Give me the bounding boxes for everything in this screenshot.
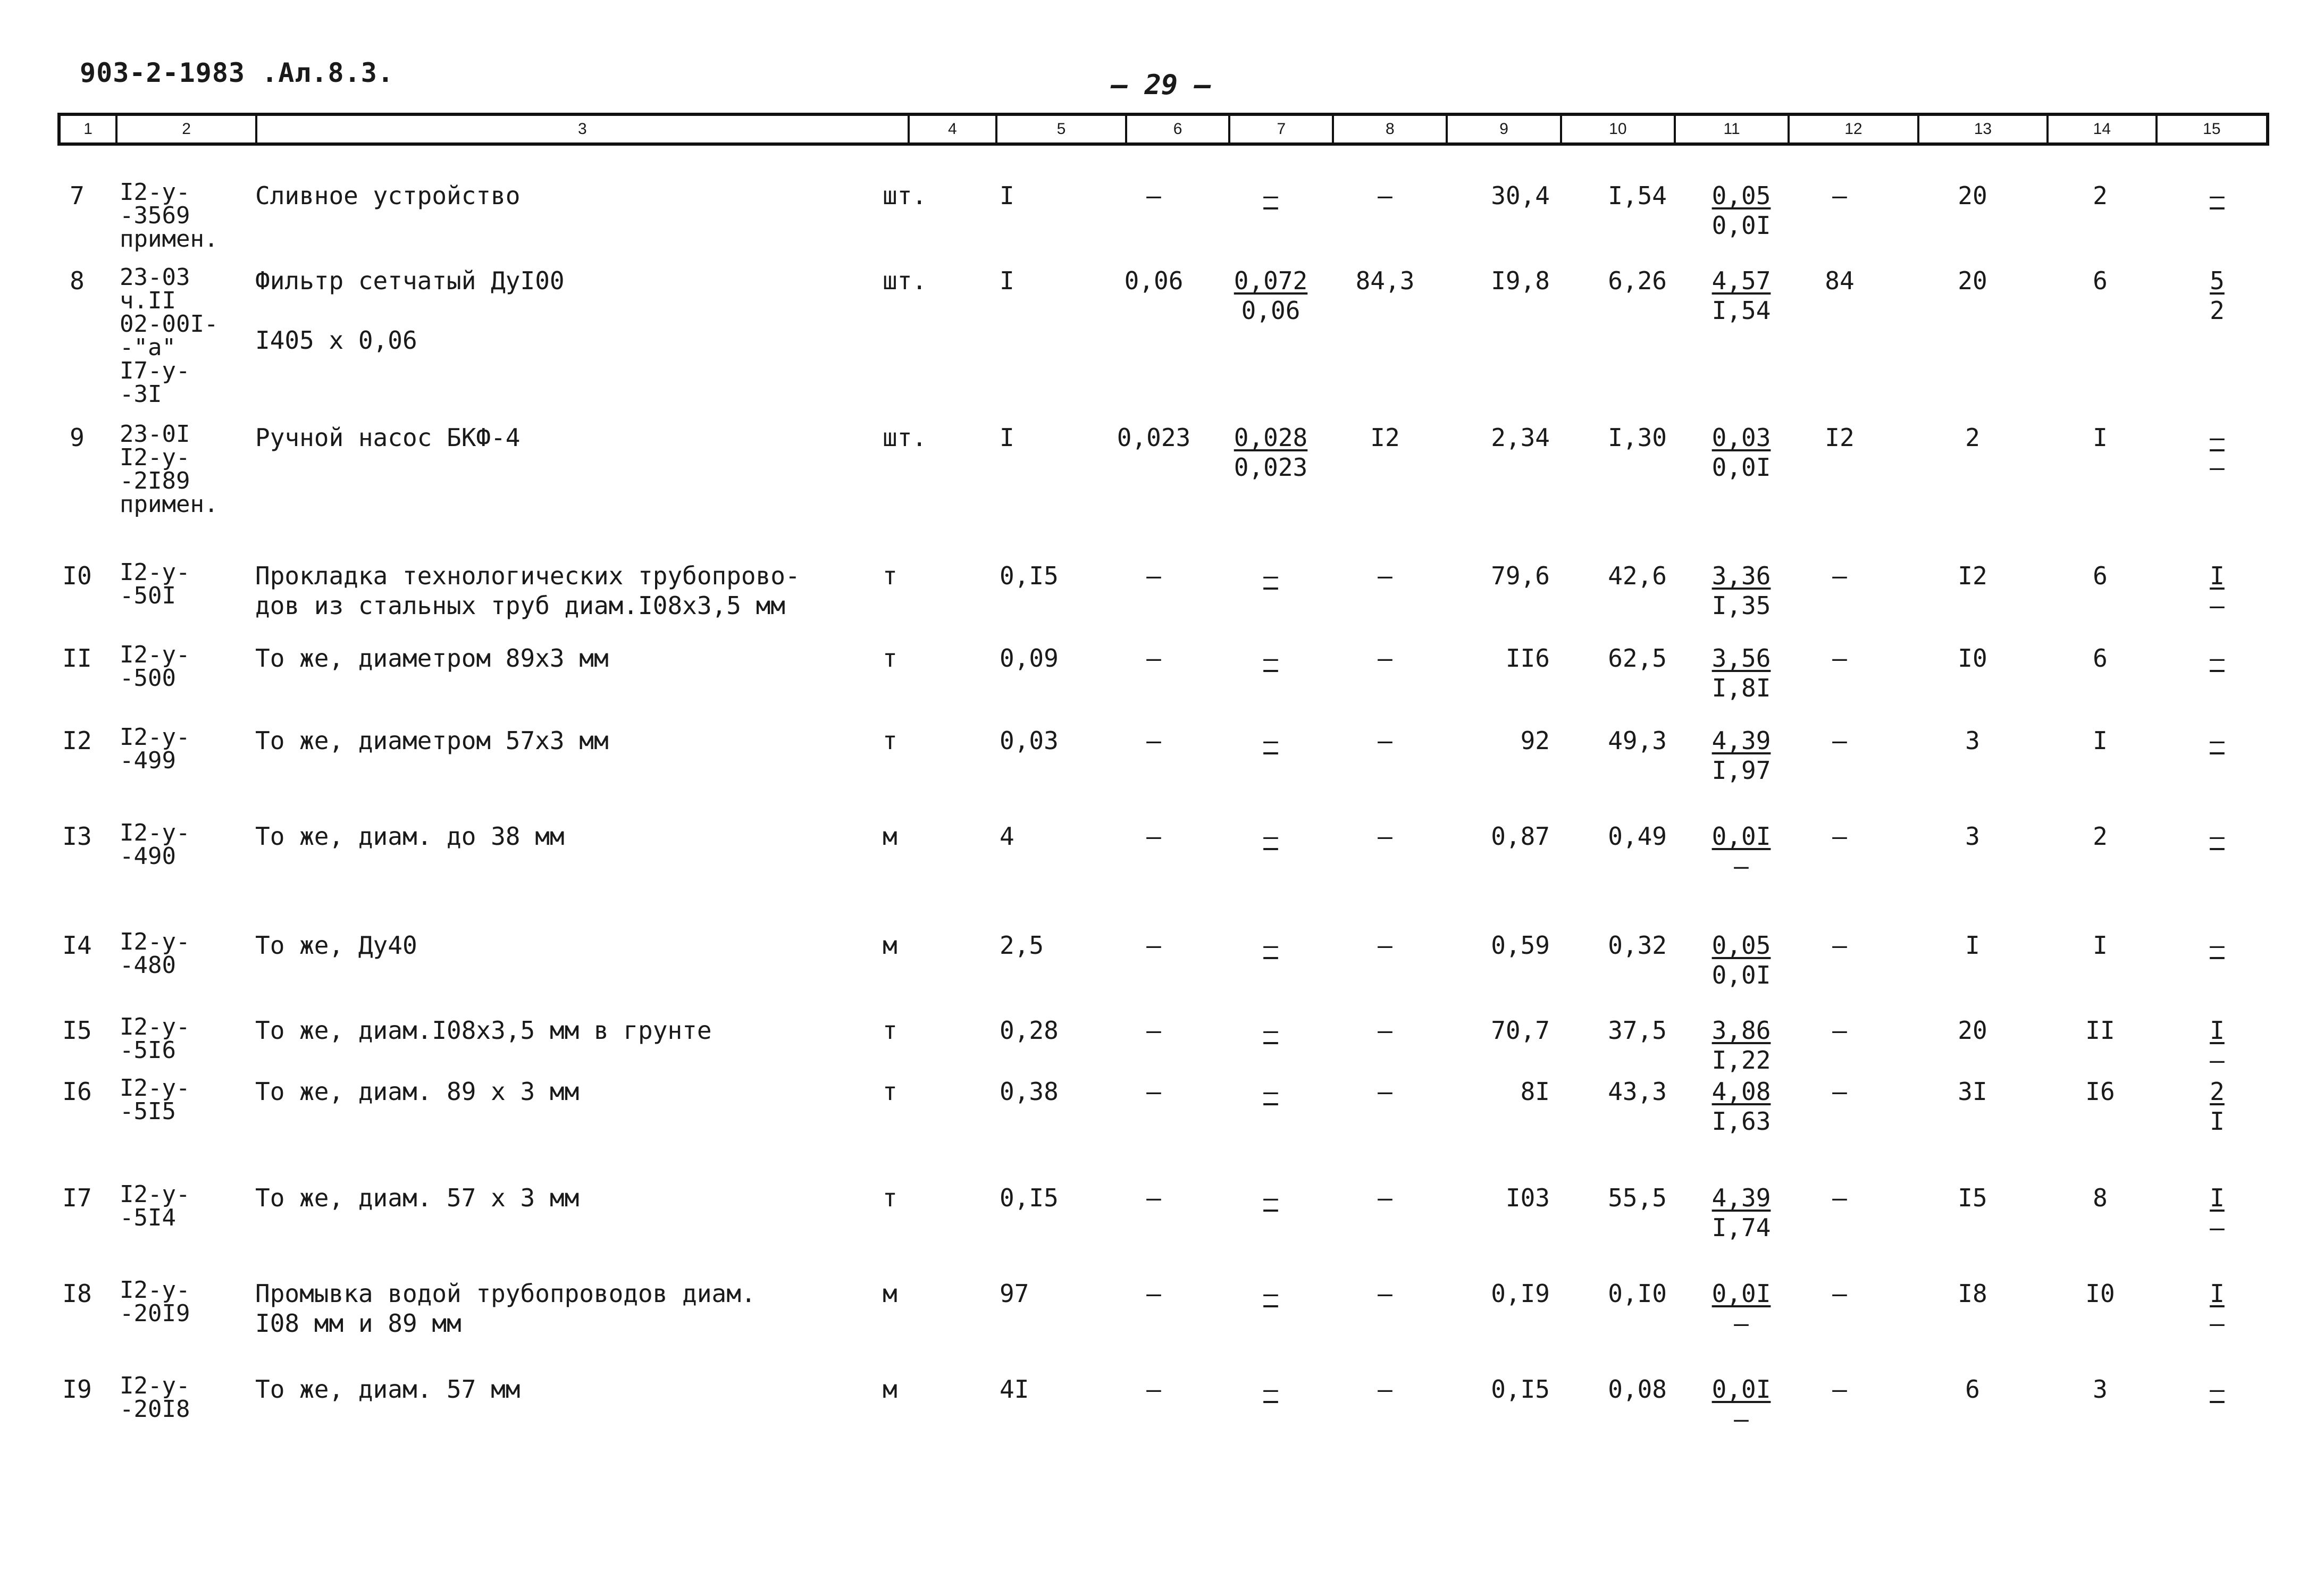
col-6: – — [1146, 931, 1161, 960]
col-15-denominator: – — [2210, 1046, 2225, 1074]
norm-code: I2-у- -500 — [120, 641, 190, 692]
col-6: – — [1146, 561, 1161, 590]
col-7-numerator: – — [1263, 1375, 1278, 1404]
col-14: 2 — [2093, 822, 2108, 851]
work-name: То же, диаметром 57х3 мм — [255, 726, 609, 755]
col-9: 0,87 — [1491, 822, 1550, 851]
col-12: – — [1832, 822, 1847, 851]
col-11 — [1688, 1015, 1794, 1075]
col-14: 8 — [2093, 1183, 2108, 1212]
unit: т — [883, 1077, 897, 1106]
work-name: То же, диам. 57 х 3 мм — [255, 1183, 580, 1212]
col-7 — [1223, 726, 1319, 755]
col-13: 20 — [1958, 266, 1987, 295]
column-number-2: 2 — [118, 116, 257, 142]
table-row — [0, 423, 2324, 558]
quantity: 0,09 — [1000, 644, 1059, 673]
table-row — [0, 1183, 2324, 1276]
row-number: I8 — [62, 1279, 92, 1308]
work-name: То же, диам.I08х3,5 мм в грунте — [255, 1016, 712, 1045]
col-9: II6 — [1505, 644, 1550, 673]
col-12: – — [1832, 1375, 1847, 1404]
col-7 — [1223, 1374, 1319, 1404]
col-15-numerator: – — [2210, 644, 2225, 673]
col-15-numerator: – — [2210, 726, 2225, 755]
col-8: – — [1378, 1077, 1392, 1106]
col-8: 84,3 — [1355, 266, 1415, 295]
col-11-numerator: 4,39 — [1711, 1183, 1771, 1212]
col-10: 43,3 — [1608, 1077, 1667, 1106]
unit: шт. — [883, 181, 927, 210]
norm-code: I2-у- -20I9 — [120, 1277, 190, 1327]
col-14: I0 — [2085, 1279, 2115, 1308]
col-11-numerator: 0,05 — [1711, 931, 1771, 960]
column-number-3: 3 — [257, 116, 910, 142]
work-name: То же, диам. 89 х 3 мм — [255, 1077, 580, 1106]
quantity: 4 — [1000, 822, 1014, 851]
col-8: – — [1378, 644, 1392, 673]
col-6: – — [1146, 1016, 1161, 1045]
col-15 — [2183, 1374, 2252, 1404]
col-15-denominator: – — [2210, 453, 2225, 482]
col-11-denominator: – — [1734, 1405, 1749, 1433]
unit: т — [883, 561, 897, 590]
col-10: 6,26 — [1608, 266, 1667, 295]
unit: м — [883, 1279, 897, 1308]
col-6: – — [1146, 181, 1161, 210]
col-15 — [2183, 1077, 2252, 1136]
col-12: – — [1832, 726, 1847, 755]
col-11 — [1688, 821, 1794, 881]
col-11-numerator: 3,56 — [1711, 644, 1771, 673]
col-7 — [1223, 423, 1319, 482]
col-7 — [1223, 1183, 1319, 1213]
col-11-numerator: 3,36 — [1711, 561, 1771, 590]
row-number: I3 — [62, 822, 92, 851]
column-number-14: 14 — [2049, 116, 2158, 142]
col-11-numerator: 4,39 — [1711, 726, 1771, 755]
col-13: 3I — [1958, 1077, 1987, 1106]
col-7 — [1223, 643, 1319, 673]
col-11-numerator: 0,0I — [1711, 1375, 1771, 1404]
col-13: I2 — [1958, 561, 1987, 590]
quantity: I — [1000, 181, 1014, 210]
col-7 — [1223, 1015, 1319, 1045]
col-15-numerator: – — [2210, 931, 2225, 960]
col-15-denominator: 2 — [2210, 296, 2225, 325]
quantity: 97 — [1000, 1279, 1029, 1308]
col-9: 8I — [1520, 1077, 1550, 1106]
norm-code: 23-03 ч.II 02-00I- -"а" I7-у- -3I — [120, 264, 219, 408]
col-13: I8 — [1958, 1279, 1987, 1308]
col-9: 92 — [1520, 726, 1550, 755]
col-11-denominator: – — [1734, 1309, 1749, 1338]
col-9: 70,7 — [1491, 1016, 1550, 1045]
col-12: – — [1832, 561, 1847, 590]
col-15 — [2183, 1183, 2252, 1242]
col-13: 20 — [1958, 181, 1987, 210]
col-14: 2 — [2093, 181, 2108, 210]
col-7-numerator: – — [1263, 931, 1278, 960]
row-number: I5 — [62, 1016, 92, 1045]
col-7-denominator: 0,023 — [1234, 453, 1308, 482]
quantity: 0,I5 — [1000, 561, 1059, 590]
col-11 — [1688, 1077, 1794, 1136]
table-row — [0, 1015, 2324, 1074]
col-7-numerator: – — [1263, 181, 1278, 210]
col-8: – — [1378, 1279, 1392, 1308]
col-8: – — [1378, 561, 1392, 590]
col-10: 55,5 — [1608, 1183, 1667, 1212]
col-8: – — [1378, 1375, 1392, 1404]
quantity: 0,28 — [1000, 1016, 1059, 1045]
column-number-11: 11 — [1676, 116, 1790, 142]
col-7 — [1223, 266, 1319, 325]
col-11-numerator: 4,08 — [1711, 1077, 1771, 1106]
col-11-denominator: 0,0I — [1711, 453, 1771, 482]
col-7-numerator: 0,028 — [1234, 423, 1308, 452]
work-name: То же, Ду40 — [255, 931, 417, 960]
table-row — [0, 1279, 2324, 1372]
column-number-10: 10 — [1562, 116, 1676, 142]
col-15-numerator: 2 — [2210, 1077, 2225, 1106]
col-11-numerator: 0,05 — [1711, 181, 1771, 210]
col-15 — [2183, 423, 2252, 482]
table-row — [0, 726, 2324, 819]
col-15 — [2183, 726, 2252, 755]
column-number-15: 15 — [2203, 120, 2221, 138]
col-11 — [1688, 1279, 1794, 1338]
col-9: 0,59 — [1491, 931, 1550, 960]
col-13: I — [1965, 931, 1980, 960]
col-9: I9,8 — [1491, 266, 1550, 295]
col-15-numerator: I — [2210, 1183, 2225, 1212]
quantity: 4I — [1000, 1375, 1029, 1404]
table-row — [0, 643, 2324, 723]
col-12: – — [1832, 1279, 1847, 1308]
unit: м — [883, 931, 897, 960]
col-11-numerator: 3,86 — [1711, 1016, 1771, 1045]
col-8: I2 — [1370, 423, 1400, 452]
col-11-numerator: 0,0I — [1711, 822, 1771, 851]
table-row — [0, 1374, 2324, 1462]
norm-code: I2-у- -5I5 — [120, 1074, 190, 1125]
col-13: 6 — [1965, 1375, 1980, 1404]
col-10: 42,6 — [1608, 561, 1667, 590]
col-6: – — [1146, 726, 1161, 755]
column-number-9: 9 — [1448, 116, 1562, 142]
row-number: I2 — [62, 726, 92, 755]
col-15 — [2183, 181, 2252, 211]
col-9: 2,34 — [1491, 423, 1550, 452]
col-11-denominator: I,74 — [1711, 1213, 1771, 1242]
col-13: I0 — [1958, 644, 1987, 673]
row-number: 8 — [70, 266, 85, 295]
col-8: – — [1378, 822, 1392, 851]
col-7-numerator: 0,072 — [1234, 266, 1308, 295]
col-15-numerator: – — [2210, 822, 2225, 851]
work-name: Прокладка технологических трубопрово- дов из стальных труб диам.I08х3,5 мм — [255, 561, 800, 620]
col-10: 37,5 — [1608, 1016, 1667, 1045]
quantity: I — [1000, 266, 1014, 295]
page-number: — 29 — — [1111, 69, 1211, 101]
norm-code: I2-у- -480 — [120, 928, 190, 979]
col-13: 2 — [1965, 423, 1980, 452]
col-14: I6 — [2085, 1077, 2115, 1106]
col-14: 6 — [2093, 266, 2108, 295]
col-11-denominator: I,22 — [1711, 1046, 1771, 1074]
col-11-denominator: I,97 — [1711, 756, 1771, 785]
col-11-numerator: 4,57 — [1711, 266, 1771, 295]
col-10: 62,5 — [1608, 644, 1667, 673]
col-14: 3 — [2093, 1375, 2108, 1404]
col-12: – — [1832, 931, 1847, 960]
unit: т — [883, 1016, 897, 1045]
col-10: 0,32 — [1608, 931, 1667, 960]
col-11 — [1688, 643, 1794, 703]
col-15 — [2183, 643, 2252, 673]
row-number: I9 — [62, 1375, 92, 1404]
work-name: То же, диам. 57 мм — [255, 1375, 521, 1404]
row-number: 7 — [70, 181, 85, 210]
col-14: I — [2093, 423, 2108, 452]
col-12: 84 — [1825, 266, 1855, 295]
col-7 — [1223, 561, 1319, 591]
column-number-5: 5 — [997, 116, 1127, 142]
col-15-numerator: I — [2210, 1016, 2225, 1045]
col-15-numerator: I — [2210, 1279, 2225, 1308]
col-7 — [1223, 1279, 1319, 1308]
col-11 — [1688, 181, 1794, 240]
norm-code: I2-у- -499 — [120, 724, 190, 774]
col-6: – — [1146, 822, 1161, 851]
col-7-numerator: – — [1263, 822, 1278, 851]
work-name: То же, диам. до 38 мм — [255, 822, 565, 851]
norm-code: I2-у- -20I8 — [120, 1372, 190, 1423]
col-15-denominator: – — [2210, 591, 2225, 620]
col-15-numerator: – — [2210, 181, 2225, 210]
col-11 — [1688, 1183, 1794, 1242]
unit: т — [883, 726, 897, 755]
norm-code: I2-у- -50I — [120, 559, 190, 609]
row-number: I0 — [62, 561, 92, 590]
col-15-denominator: I — [2210, 1107, 2225, 1136]
col-10: 0,49 — [1608, 822, 1667, 851]
col-6: 0,023 — [1117, 423, 1191, 452]
col-14: I — [2093, 931, 2108, 960]
col-7-denominator: 0,06 — [1241, 296, 1301, 325]
col-15 — [2183, 266, 2252, 325]
unit: м — [883, 1375, 897, 1404]
row-number: 9 — [70, 423, 85, 452]
col-6: 0,06 — [1124, 266, 1184, 295]
work-name: Фильтр сетчатый ДуI00 I405 х 0,06 — [255, 266, 565, 355]
col-11 — [1688, 266, 1794, 325]
quantity: I — [1000, 423, 1014, 452]
unit: т — [883, 1183, 897, 1212]
col-7 — [1223, 181, 1319, 211]
norm-code: 23-0I I2-у- -2I89 примен. — [120, 421, 219, 518]
col-8: – — [1378, 931, 1392, 960]
row-number: I6 — [62, 1077, 92, 1106]
col-15 — [2183, 930, 2252, 960]
col-9: I03 — [1505, 1183, 1550, 1212]
column-number-13: 13 — [1919, 116, 2049, 142]
table-row — [0, 181, 2324, 261]
column-number-8: 8 — [1334, 116, 1448, 142]
norm-code: I2-у- -490 — [120, 819, 190, 870]
col-15 — [2183, 1279, 2252, 1338]
unit: м — [883, 822, 897, 851]
col-11-denominator: I,63 — [1711, 1107, 1771, 1136]
table-row — [0, 266, 2324, 420]
table-row — [0, 561, 2324, 641]
col-12: – — [1832, 1183, 1847, 1212]
col-11-denominator: 0,0I — [1711, 961, 1771, 989]
col-7 — [1223, 821, 1319, 851]
quantity: 0,03 — [1000, 726, 1059, 755]
table-row — [0, 930, 2324, 1013]
col-9: 0,I9 — [1491, 1279, 1550, 1308]
col-14: II — [2085, 1016, 2115, 1045]
col-7-numerator: – — [1263, 1077, 1278, 1106]
col-15-numerator: I — [2210, 561, 2225, 590]
col-15 — [2183, 821, 2252, 851]
col-9: 79,6 — [1491, 561, 1550, 590]
col-14: I — [2093, 726, 2108, 755]
col-11 — [1688, 1374, 1794, 1434]
col-8: – — [1378, 181, 1392, 210]
quantity: 2,5 — [1000, 931, 1044, 960]
unit: шт. — [883, 266, 927, 295]
norm-code: I2-у- -3569 примен. — [120, 179, 219, 253]
col-6: – — [1146, 1279, 1161, 1308]
col-11-denominator: – — [1734, 852, 1749, 880]
col-8: – — [1378, 1016, 1392, 1045]
col-7-numerator: – — [1263, 561, 1278, 590]
col-11 — [1688, 726, 1794, 785]
work-name: То же, диаметром 89х3 мм — [255, 644, 609, 673]
work-name: Сливное устройство — [255, 181, 521, 210]
column-number-12: 12 — [1790, 116, 1919, 142]
col-11-denominator: I,35 — [1711, 591, 1771, 620]
work-name: Промывка водой трубопроводов диам. I08 мм и 89 мм — [255, 1279, 756, 1338]
unit: шт. — [883, 423, 927, 452]
col-13: I5 — [1958, 1183, 1987, 1212]
col-12: I2 — [1825, 423, 1855, 452]
col-14: 6 — [2093, 561, 2108, 590]
col-15-numerator: 5 — [2210, 266, 2225, 295]
col-7-numerator: – — [1263, 1279, 1278, 1308]
col-7-numerator: – — [1263, 1183, 1278, 1212]
col-15 — [2183, 1015, 2252, 1075]
col-9: 0,I5 — [1491, 1375, 1550, 1404]
col-15 — [2183, 561, 2252, 620]
col-10: 0,I0 — [1608, 1279, 1667, 1308]
col-7-numerator: – — [1263, 726, 1278, 755]
row-number: I4 — [62, 931, 92, 960]
col-13: 20 — [1958, 1016, 1987, 1045]
col-6: – — [1146, 644, 1161, 673]
column-number-7: 7 — [1230, 116, 1334, 142]
quantity: 0,I5 — [1000, 1183, 1059, 1212]
col-12: – — [1832, 1077, 1847, 1106]
quantity: 0,38 — [1000, 1077, 1059, 1106]
col-12: – — [1832, 1016, 1847, 1045]
col-14: 6 — [2093, 644, 2108, 673]
norm-code: I2-у- -5I4 — [120, 1181, 190, 1231]
col-6: – — [1146, 1077, 1161, 1106]
unit: т — [883, 644, 897, 673]
col-6: – — [1146, 1183, 1161, 1212]
norm-code: I2-у- -5I6 — [120, 1013, 190, 1064]
col-10: 49,3 — [1608, 726, 1667, 755]
col-10: I,30 — [1608, 423, 1667, 452]
col-10: 0,08 — [1608, 1375, 1667, 1404]
col-8: – — [1378, 1183, 1392, 1212]
table-row — [0, 821, 2324, 928]
col-7 — [1223, 1077, 1319, 1106]
column-number-header — [57, 113, 2269, 146]
col-11-numerator: 0,03 — [1711, 423, 1771, 452]
col-6: – — [1146, 1375, 1161, 1404]
col-13: 3 — [1965, 822, 1980, 851]
col-11 — [1688, 930, 1794, 990]
column-number-6: 6 — [1127, 116, 1231, 142]
col-7-numerator: – — [1263, 1016, 1278, 1045]
work-name: Ручной насос БКФ-4 — [255, 423, 521, 452]
col-11-numerator: 0,0I — [1711, 1279, 1771, 1308]
col-11-denominator: I,54 — [1711, 296, 1771, 325]
column-number-4: 4 — [910, 116, 998, 142]
column-number-1: 1 — [61, 116, 118, 142]
col-7 — [1223, 930, 1319, 960]
col-13: 3 — [1965, 726, 1980, 755]
col-12: – — [1832, 181, 1847, 210]
col-15-numerator: – — [2210, 1375, 2225, 1404]
col-15-denominator: – — [2210, 1309, 2225, 1338]
col-15-denominator: – — [2210, 1213, 2225, 1242]
col-9: 30,4 — [1491, 181, 1550, 210]
col-11 — [1688, 561, 1794, 620]
col-11-denominator: 0,0I — [1711, 211, 1771, 240]
col-12: – — [1832, 644, 1847, 673]
col-8: – — [1378, 726, 1392, 755]
table-row — [0, 1074, 2324, 1180]
row-number: II — [62, 644, 92, 673]
col-11-denominator: I,8I — [1711, 674, 1771, 702]
col-15-numerator: – — [2210, 423, 2225, 452]
col-11 — [1688, 423, 1794, 482]
col-7-numerator: – — [1263, 644, 1278, 673]
col-10: I,54 — [1608, 181, 1667, 210]
document-reference: 903-2-1983 .Ал.8.3. — [80, 57, 394, 88]
row-number: I7 — [62, 1183, 92, 1212]
